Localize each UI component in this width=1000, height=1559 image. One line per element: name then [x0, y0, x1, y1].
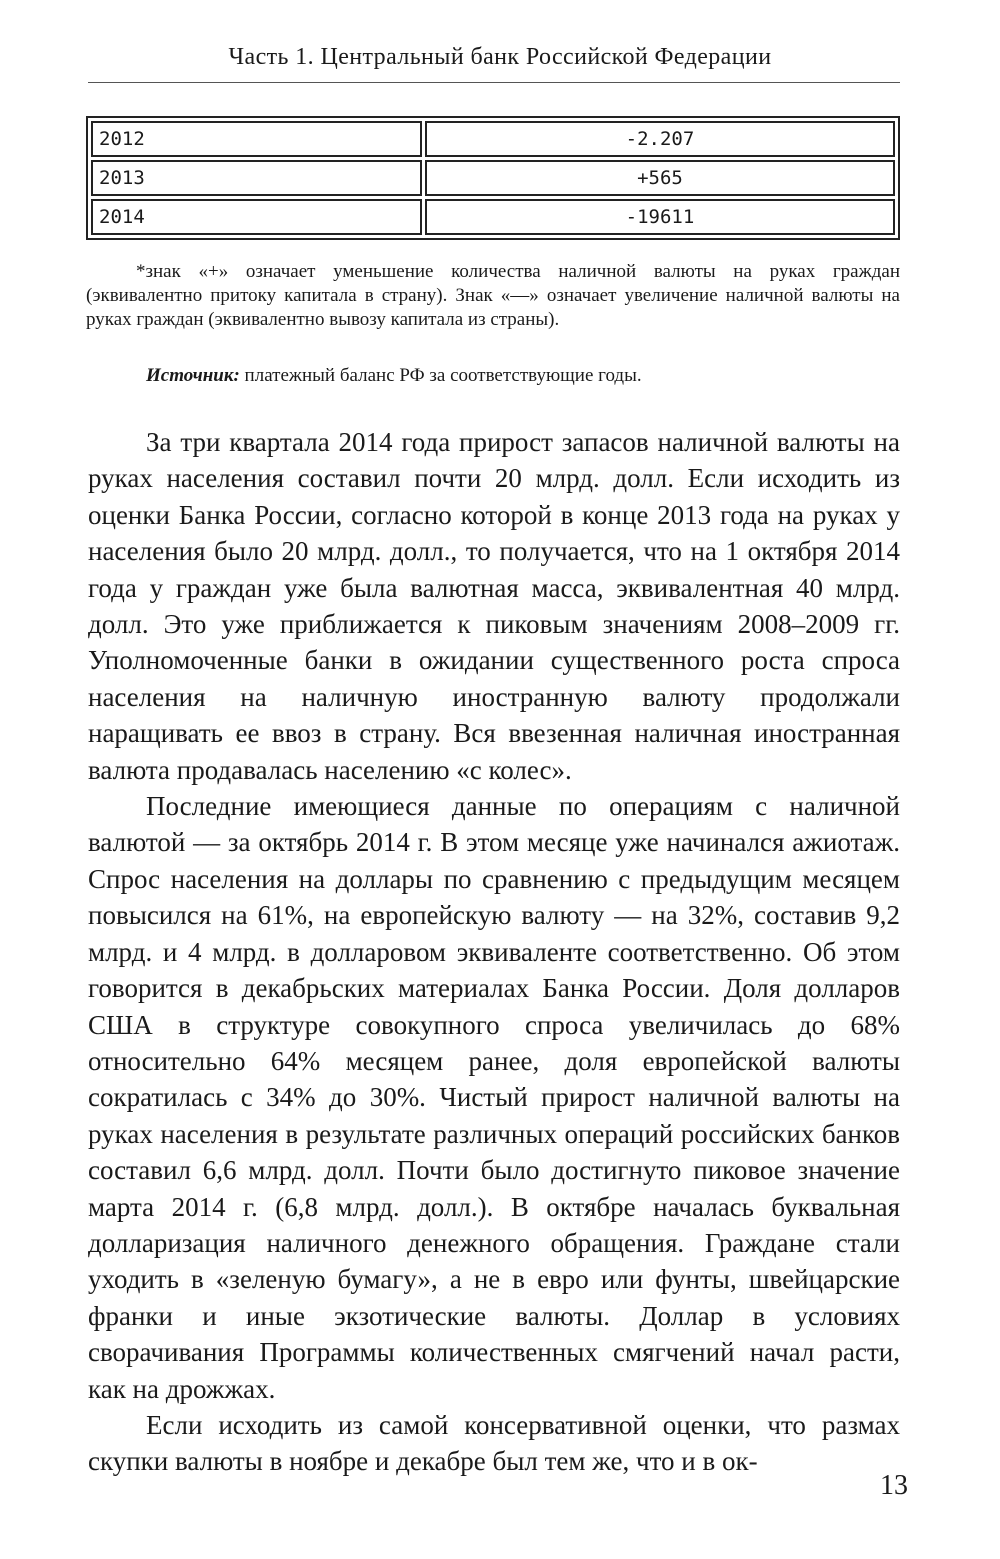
table-source: [86, 364, 900, 388]
paragraph: Если исходить из самой консервативной оценки, что размах скупки валюты в ноябре и декабре был тем же, что и в ок-: [88, 1409, 900, 1477]
value-cell: -19611: [425, 199, 895, 235]
table-footnote: *знак «+» означает уменьшение количества наличной валюты на руках граждан (эквивалентно притоку капитала в страну). Знак «—» означает увеличение наличной валюты на руках граждан (эквивалентно вывозу капитала из страны).: [86, 261, 900, 330]
table-row: [91, 121, 895, 157]
year-cell: 2014: [91, 199, 422, 235]
year-cell: 2012: [91, 121, 422, 157]
source-label: Источник:: [146, 365, 240, 386]
year-cell: 2013: [91, 160, 422, 196]
page-number: 13: [880, 1470, 908, 1501]
running-header: Часть 1. Центральный банк Российской Федерации: [228, 44, 772, 70]
capital-flow-table: [86, 116, 900, 240]
table-row: [91, 199, 895, 235]
paragraph: Последние имеющиеся данные по операциям с наличной валютой — за октябрь 2014 г. В этом месяце уже начинался ажиотаж. Спрос населения на доллары по сравнению с предыдущим месяцем повысился на 61%, на европейскую валюту — на 32%, составив 9,2 млрд. и 4 млрд. в долларовом эквиваленте соответственно. Об этом говорится в декабрьских материалах Банка России. Доля долларов США в структуре совокупного спроса увеличилась до 68% относительно 64% месяцем ранее, доля европейской валюты сократилась с 34% до 30%. Чистый прирост наличной валюты на руках населения в результате различных операций российских банков составил 6,6 млрд. долл. Почти было достигнуто пиковое значение марта 2014 г. (6,8 млрд. долл.). В октябре началась буквальная долларизация наличного денежного обращения. Граждане стали уходить в «зеленую бумагу», а не в евро или фунты, швейцарские франки и иные экзотические валюты. Доллар в условиях сворачивания Программы количественных смягчений начал расти, как на дрожжах.: [88, 791, 900, 1404]
header-divider: [88, 82, 900, 83]
body-text: [88, 424, 900, 1480]
source-text: платежный баланс РФ за соответствующие годы.: [239, 365, 642, 386]
value-cell: -2.207: [425, 121, 895, 157]
paragraph: За три квартала 2014 года прирост запасов наличной валюты на руках населения составил почти 20 млрд. долл. Если исходить из оценки Банка России, согласно которой в конце 2013 года на руках у населения было 20 млрд. долл., то получается, что на 1 октября 2014 года у граждан уже была валютная масса, эквивалентная 40 млрд. долл. Это уже приближается к пиковым значениям 2008–2009 гг. Уполномоченные банки в ожидании существенного роста спроса населения на наличную иностранную валюту продолжали наращивать ее ввоз в страну. Вся ввезенная наличная иностранная валюта продавалась населению «с колес».: [88, 427, 900, 785]
table-row: [91, 160, 895, 196]
value-cell: +565: [425, 160, 895, 196]
